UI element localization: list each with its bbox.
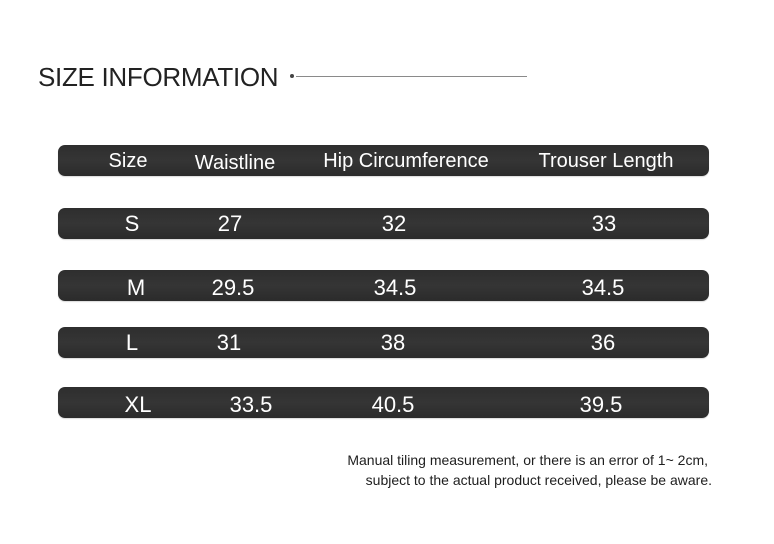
hip-value: 40.5 [371,391,415,417]
table-row-xl [58,387,709,418]
header-trouser-length: Trouser Length [538,149,674,172]
header-waistline: Waistline [194,151,276,174]
header-size: Size [108,149,148,172]
header-hip-circumference: Hip Circumference [323,149,489,172]
page-title: SIZE INFORMATION [38,62,279,92]
size-label: XL [124,391,152,417]
table-row-s [58,208,709,239]
trouser-length-value: 34.5 [581,274,625,300]
title-dot [290,74,294,78]
table-row-m [58,270,709,301]
trouser-length-value: 33 [591,210,617,236]
title-divider-line [296,76,527,77]
waistline-value: 29.5 [211,274,255,300]
trouser-length-value: 39.5 [579,391,623,417]
measurement-note-line-2: subject to the actual product received, please be aware. [365,472,712,488]
hip-value: 32 [381,210,407,236]
table-header-row [58,145,709,176]
waistline-value: 27 [217,210,243,236]
size-label: L [125,329,139,355]
trouser-length-value: 36 [590,329,616,355]
size-label: S [124,210,140,236]
hip-value: 34.5 [373,274,417,300]
table-row-l [58,327,709,358]
size-label: M [126,274,146,300]
measurement-note-line-1: Manual tiling measurement, or there is an error of 1~ 2cm, [347,452,708,468]
waistline-value: 33.5 [229,391,273,417]
waistline-value: 31 [216,329,242,355]
hip-value: 38 [380,329,406,355]
